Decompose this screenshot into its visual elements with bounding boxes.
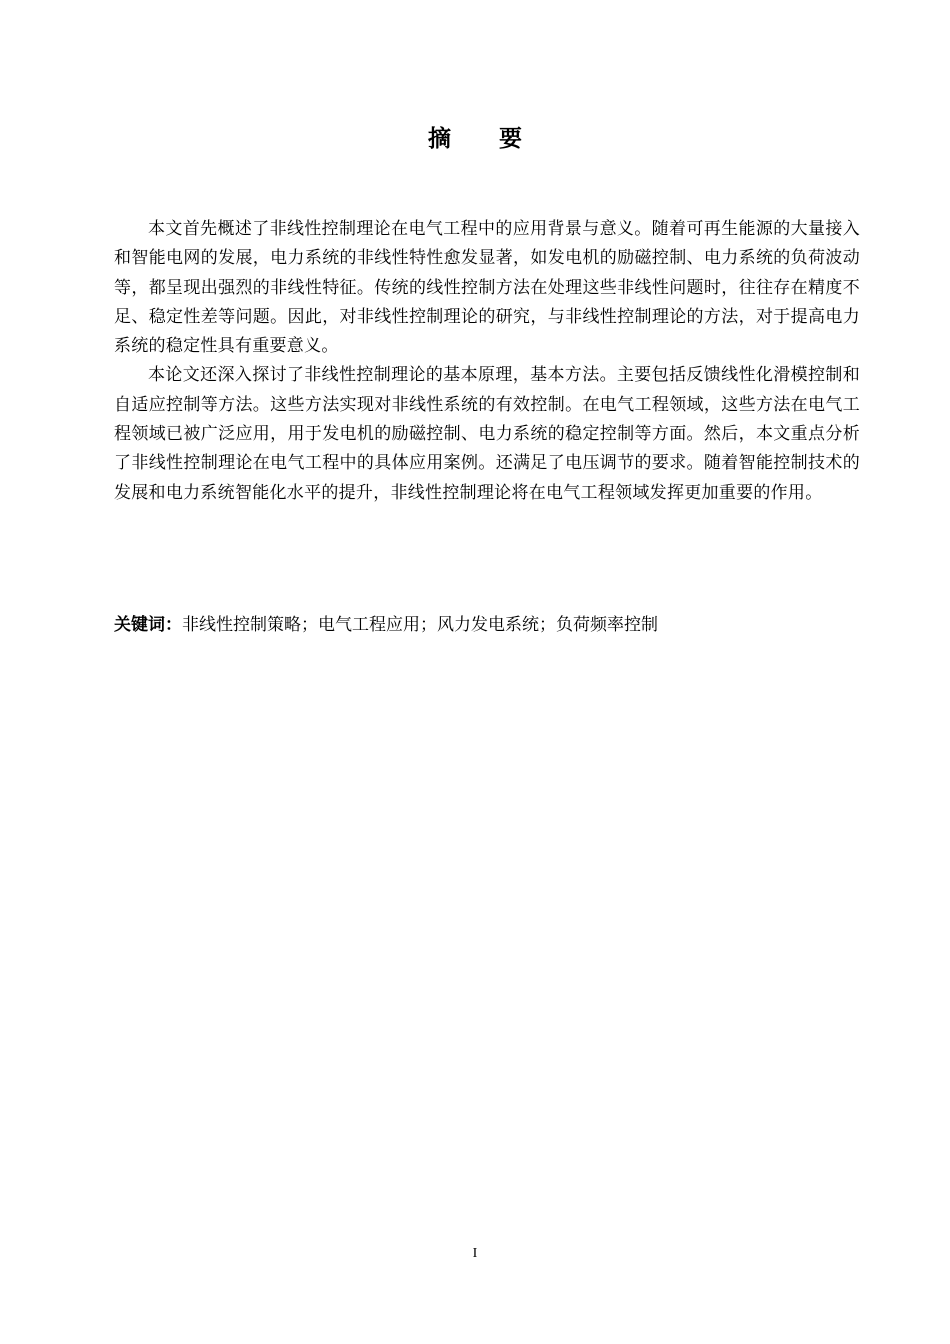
page-number: I: [472, 1246, 478, 1261]
abstract-body: [114, 215, 860, 508]
abstract-paragraph-1: 本文首先概述了非线性控制理论在电气工程中的应用背景与意义。随着可再生能源的大量接入和智能电网的发展，电力系统的非线性特性愈发显著，如发电机的励磁控制、电力系统的负荷波动等，都呈现出强烈的非线性特征。传统的线性控制方法在处理这些非线性问题时，往往存在精度不足、稳定性差等问题。因此，对非线性控制理论的研究，与非线性控制理论的方法，对于提高电力系统的稳定性具有重要意义。: [114, 219, 860, 357]
keywords-text: 非线性控制策略；电气工程应用；风力发电系统；负荷频率控制: [182, 615, 658, 635]
abstract-title: 摘 要: [427, 126, 542, 152]
keywords-label: 关键词：: [114, 615, 182, 635]
abstract-paragraph-2: 本论文还深入探讨了非线性控制理论的基本原理，基本方法。主要包括反馈线性化滑模控制和自适应控制等方法。这些方法实现对非线性系统的有效控制。在电气工程领域，这些方法在电气工程领域已被广泛应用，用于发电机的励磁控制、电力系统的稳定控制等方面。然后，本文重点分析了非线性控制理论在电气工程中的具体应用案例。还满足了电压调节的要求。随着智能控制技术的发展和电力系统智能化水平的提升，非线性控制理论将在电气工程领域发挥更加重要的作用。: [114, 365, 860, 503]
keywords-line: [114, 611, 860, 640]
